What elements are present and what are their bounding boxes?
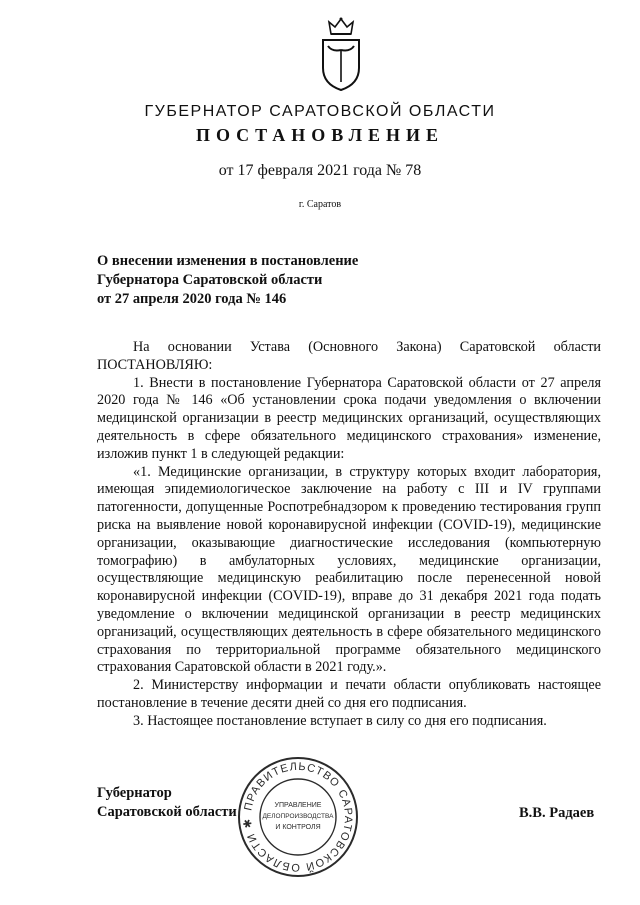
- preamble-paragraph: На основании Устава (Основного Закона) Саратовской области ПОСТАНОВЛЯЮ:: [97, 339, 601, 373]
- quoted-amendment-paragraph: «1. Медицинские организации, в структуру которых входит лаборатория, имеющая эпидемиологическое заключение на работу с III и IV группами патогенности, допущенные Роспотребнадзором к проведению тестирования групп риска на выявление новой коронавирусной инфекции (COVID-19), медицинские организации, оказывающие диагностические исследования (компьютерную томографию) в амбулаторных условиях, медицинские организации, осуществляющие медицинскую реабилитацию после перенесенной новой коронавирусной инфекции (COVID-19), вправе до 31 декабря 2021 года подать уведомление о включении медицинской организации в реестр медицинских организаций, осуществляющих деятельность в сфере обязательного медицинского страхования по территориальной программе обязательного медицинского страхования Саратовской области в 2021 году.».: [97, 463, 601, 676]
- signatory-title: [97, 784, 237, 822]
- item-1-paragraph: 1. Внести в постановление Губернатора Саратовской области от 27 апреля 2020 года № 146 «Об установлении срока подачи уведомления о включении медицинской организации в реестр медицинских организаций, осуществляющих деятельность в сфере обязательного медицинского страхования» изменение, изложив пункт 1 в следующей редакции:: [97, 374, 601, 462]
- document-date-number: от 17 февраля 2021 года № 78: [218, 162, 422, 179]
- signatory-title-line: Губернатор: [97, 785, 172, 801]
- item-2-paragraph: 2. Министерству информации и печати области опубликовать настоящее постановление в течение десяти дней со дня его подписания.: [97, 677, 601, 711]
- svg-text:И КОНТРОЛЯ: И КОНТРОЛЯ: [275, 824, 321, 831]
- document-body: [97, 339, 601, 731]
- official-stamp: [236, 755, 360, 879]
- coat-of-arms-icon: [318, 16, 364, 92]
- title-line: Губернатора Саратовской области: [97, 272, 323, 288]
- svg-text:УПРАВЛЕНИЕ: УПРАВЛЕНИЕ: [274, 802, 322, 809]
- document-title: [97, 252, 358, 309]
- svg-text:ДЕЛОПРОИЗВОДСТВА: ДЕЛОПРОИЗВОДСТВА: [262, 813, 334, 820]
- svg-text:ПРАВИТЕЛЬСТВО САРАТОВСКОЙ ОБЛА: ПРАВИТЕЛЬСТВО САРАТОВСКОЙ ОБЛАСТИ ✱: [241, 760, 355, 874]
- title-line: от 27 апреля 2020 года № 146: [97, 291, 287, 307]
- document-city: г. Саратов: [298, 199, 342, 210]
- document-type: ПОСТАНОВЛЕНИЕ: [195, 125, 445, 145]
- item-3-paragraph: 3. Настоящее постановление вступает в силу со дня его подписания.: [133, 712, 547, 729]
- signatory-title-line: Саратовской области: [97, 804, 237, 820]
- issuing-authority: ГУБЕРНАТОР САРАТОВСКОЙ ОБЛАСТИ: [144, 103, 496, 120]
- signatory-name: В.В. Радаев: [519, 805, 595, 821]
- title-line: О внесении изменения в постановление: [97, 253, 359, 269]
